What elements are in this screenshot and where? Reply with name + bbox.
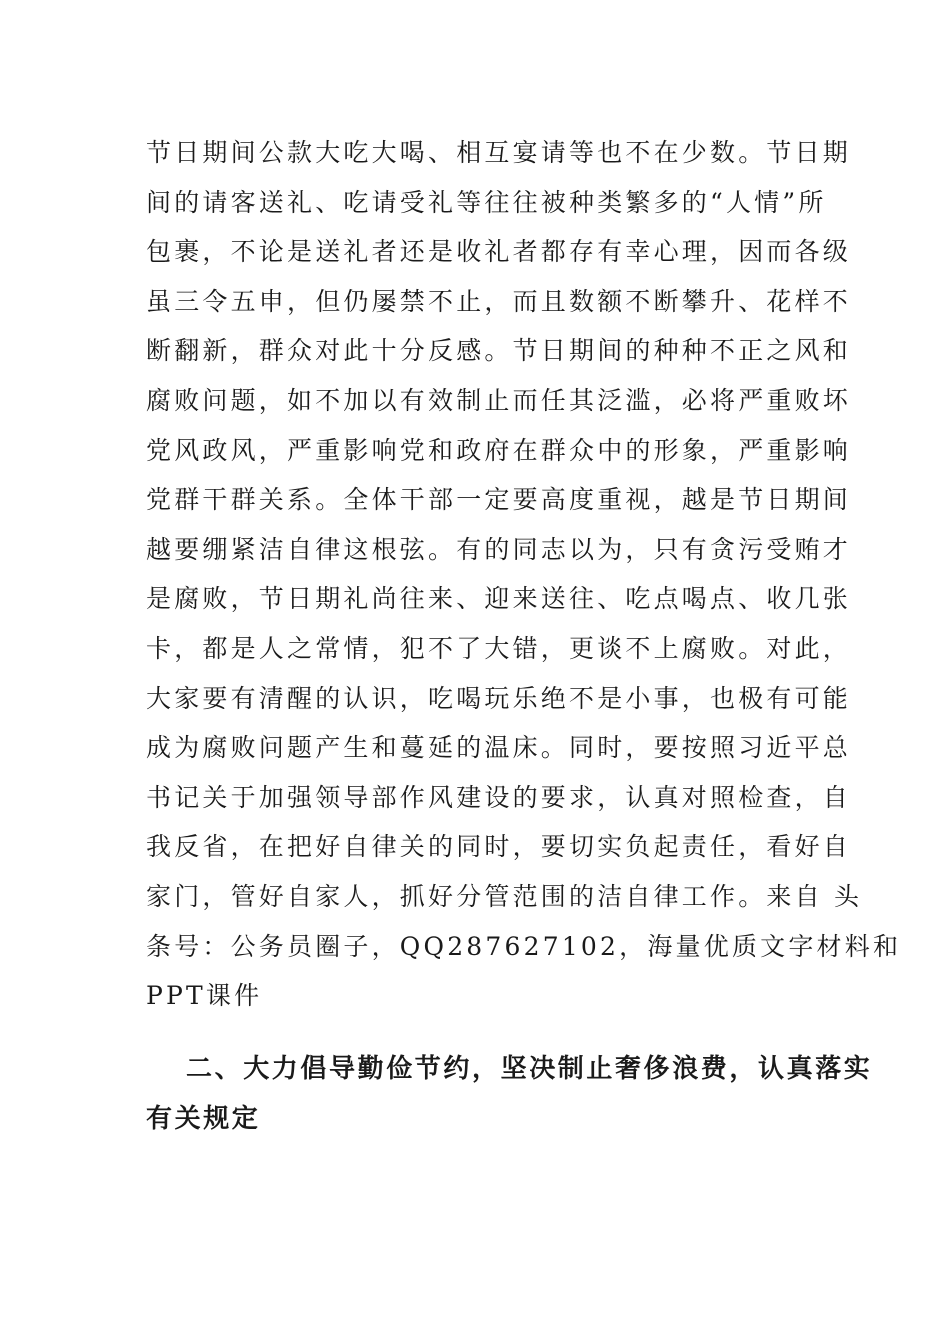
section-heading — [146, 1044, 873, 1144]
body-paragraph — [146, 128, 902, 1021]
text-line: 卡，都是人之常情，犯不了大错，更谈不上腐败。对此， — [146, 633, 852, 663]
text-line: 成为腐败问题产生和蔓延的温床。同时，要按照习近平总 — [146, 733, 852, 763]
text-line: 虽三令五申，但仍屡禁不止，而且数额不断攀升、花样不 — [146, 286, 852, 316]
text-line: 越要绷紧洁自律这根弦。有的同志以为，只有贪污受贿才 — [146, 534, 852, 564]
text-line: 党风政风，严重影响党和政府在群众中的形象，严重影响 — [146, 435, 852, 465]
text-line: 包裹，不论是送礼者还是收礼者都存有幸心理，因而各级 — [146, 237, 852, 267]
text-line: 大家要有清醒的认识，吃喝玩乐绝不是小事，也极有可能 — [146, 683, 852, 713]
text-line: PPT课件 — [146, 981, 263, 1011]
text-line: 书记关于加强领导部作风建设的要求，认真对照检查，自 — [146, 782, 852, 812]
text-line: 腐败问题，如不加以有效制止而任其泛滥，必将严重败坏 — [146, 385, 852, 415]
text-line: 家门，管好自家人，抓好分管范围的洁自律工作。来自 头 — [146, 881, 863, 911]
text-line: 断翻新，群众对此十分反感。节日期间的种种不正之风和 — [146, 336, 852, 366]
heading-line: 二、大力倡导勤俭节约，坚决制止奢侈浪费，认真落实 — [186, 1054, 873, 1084]
text-line: 党群干群关系。全体干部一定要高度重视，越是节日期间 — [146, 485, 852, 515]
text-line: 节日期间公款大吃大喝、相互宴请等也不在少数。节日期 — [146, 138, 852, 167]
text-line: 条号：公务员圈子，QQ287627102，海量优质文字材料和 — [146, 931, 902, 961]
text-line: 是腐败，节日期礼尚往来、迎来送往、吃点喝点、收几张 — [146, 584, 852, 614]
heading-line: 有关规定 — [146, 1104, 261, 1134]
text-line: 间的请客送礼、吃请受礼等往往被种类繁多的“人情”所 — [146, 187, 827, 217]
text-line: 我反省，在把好自律关的同时，要切实负起责任，看好自 — [146, 832, 852, 862]
